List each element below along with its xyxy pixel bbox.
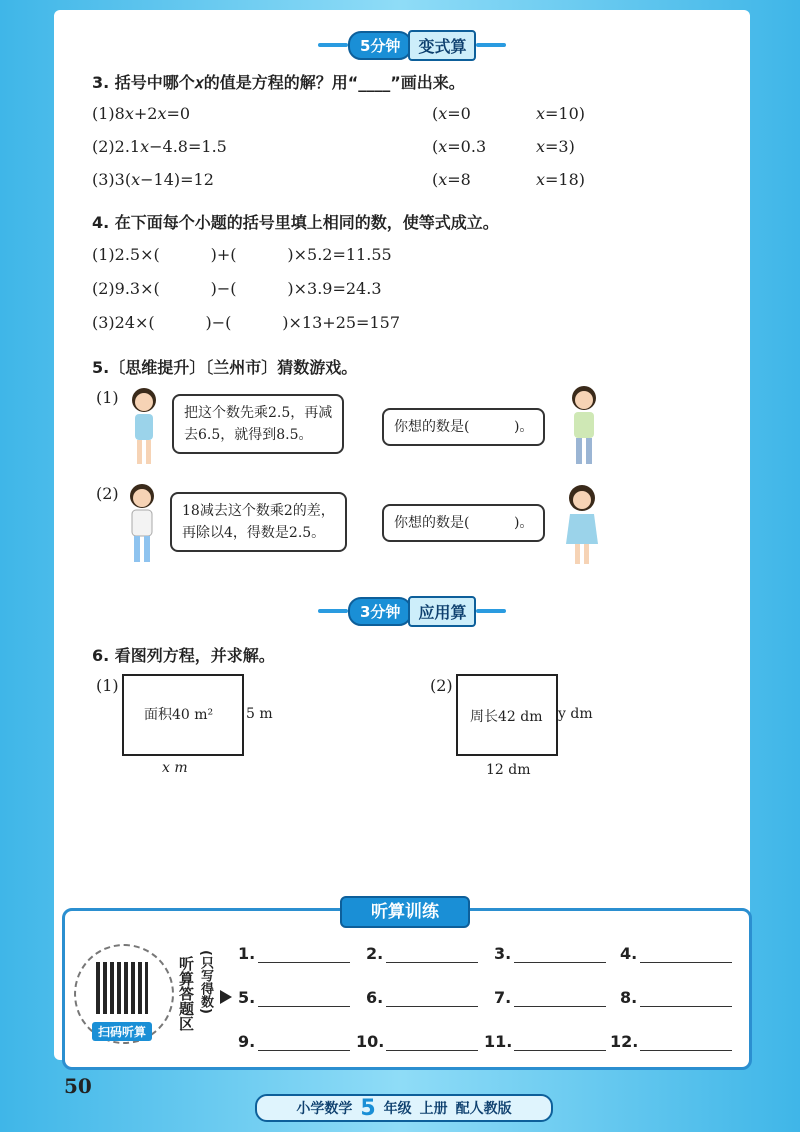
figure-2-bottom: 12 dm xyxy=(486,762,531,778)
answer-label: 7. xyxy=(494,988,512,1007)
answer-label: 11. xyxy=(484,1032,513,1051)
answer-label: 6. xyxy=(366,988,384,1007)
q3-eq-3: (3)3(𝑥−14)=12 xyxy=(92,170,214,189)
footer-book-info xyxy=(255,1094,553,1122)
answer-blank[interactable] xyxy=(386,988,478,1007)
girl-illustration xyxy=(122,384,168,470)
q3-opt-1a[interactable]: (𝑥=0 xyxy=(432,104,471,123)
section-title: 变式算 xyxy=(408,30,476,61)
answer-blank[interactable] xyxy=(514,988,606,1007)
figure-1-side: 5 m xyxy=(246,706,273,722)
play-arrow-icon xyxy=(220,990,232,1004)
answer-vertical-note: (只写得数) xyxy=(198,950,213,1014)
figure-2-side: y dm xyxy=(558,706,593,722)
q6-label-1: (1) xyxy=(96,676,119,695)
answer-blank[interactable] xyxy=(640,944,732,963)
section-minutes: 3分钟 xyxy=(348,597,412,626)
boy-illustration xyxy=(120,480,166,566)
boy-illustration xyxy=(562,382,608,470)
q3-opt-1b[interactable]: 𝑥=10) xyxy=(536,104,586,123)
answer-label: 9. xyxy=(238,1032,256,1051)
speech-bubble-1 xyxy=(172,394,344,454)
qr-label: 扫码听算 xyxy=(92,1022,152,1041)
answer-vertical-label: 听算答题区 xyxy=(177,956,195,1031)
footer-edition: 配人教版 xyxy=(455,1101,512,1117)
section-banner-applied xyxy=(318,598,506,624)
answer-blank[interactable] xyxy=(258,988,350,1007)
q3-eq-1: (1)8𝑥+2𝑥=0 xyxy=(92,104,191,123)
figure-2-perimeter: 周长42 dm xyxy=(470,709,543,725)
section-minutes: 5分钟 xyxy=(348,31,412,60)
answer-label: 2. xyxy=(366,944,384,963)
q5-label-2: (2) xyxy=(96,484,119,503)
reply-bubble-1[interactable]: 你想的数是( )。 xyxy=(382,408,545,446)
footer-grade-number: 5 xyxy=(360,1095,376,1121)
q4-row-2[interactable]: (2)9.3×( )−( )×3.9=24.3 xyxy=(92,279,382,298)
q3-eq-2: (2)2.1𝑥−4.8=1.5 xyxy=(92,137,227,156)
q4-row-3[interactable]: (3)24×( )−( )×13+25=157 xyxy=(92,313,400,332)
section-title: 应用算 xyxy=(408,596,476,627)
girl-illustration xyxy=(560,482,606,568)
answer-blank[interactable] xyxy=(514,1032,606,1051)
q5-title: 5.〔思维提升〕〔兰州市〕猜数游戏。 xyxy=(92,358,358,377)
q3-opt-2b[interactable]: 𝑥=3) xyxy=(536,137,575,156)
answer-blank[interactable] xyxy=(514,944,606,963)
speech-bubble-2 xyxy=(170,492,347,552)
footer-volume: 上册 xyxy=(419,1101,448,1117)
answer-label: 8. xyxy=(620,988,638,1007)
answer-label: 5. xyxy=(238,988,256,1007)
reply-bubble-2[interactable]: 你想的数是( )。 xyxy=(382,504,545,542)
q6-label-2: (2) xyxy=(430,676,453,695)
q3-title: 3. 括号中哪个𝑥的值是方程的解？用“____”画出来。 xyxy=(92,73,465,92)
answer-label: 4. xyxy=(620,944,638,963)
q6-title: 6. 看图列方程，并求解。 xyxy=(92,646,275,665)
figure-1-area: 面积40 m² xyxy=(144,707,214,723)
qr-code-icon[interactable] xyxy=(96,962,148,1014)
answer-label: 12. xyxy=(610,1032,639,1051)
bubble-1-line-2: 去6.5，就得到8.5。 xyxy=(184,427,313,443)
answer-label: 1. xyxy=(238,944,256,963)
answer-blank[interactable] xyxy=(386,1032,478,1051)
answer-label: 10. xyxy=(356,1032,385,1051)
section-banner-variant xyxy=(318,32,506,58)
q4-title: 4. 在下面每个小题的括号里填上相同的数，使等式成立。 xyxy=(92,213,499,232)
answer-area-title: 听算训练 xyxy=(340,896,470,928)
bubble-1-line-1: 把这个数先乘2.5，再减 xyxy=(184,405,333,421)
answer-label: 3. xyxy=(494,944,512,963)
answer-blank[interactable] xyxy=(258,1032,350,1051)
page-number: 50 xyxy=(64,1074,92,1098)
footer-subject: 小学数学 xyxy=(296,1101,353,1117)
footer-grade-word: 年级 xyxy=(383,1101,412,1117)
bubble-2-line-1: 18减去这个数乘2的差， xyxy=(182,503,335,519)
q3-opt-3b[interactable]: 𝑥=18) xyxy=(536,170,586,189)
figure-1-bottom: x m xyxy=(162,760,188,776)
answer-blank[interactable] xyxy=(640,988,732,1007)
answer-blank[interactable] xyxy=(258,944,350,963)
q4-row-1[interactable]: (1)2.5×( )+( )×5.2=11.55 xyxy=(92,245,392,264)
q3-opt-3a[interactable]: (𝑥=8 xyxy=(432,170,471,189)
answer-blank[interactable] xyxy=(386,944,478,963)
q3-opt-2a[interactable]: (𝑥=0.3 xyxy=(432,137,487,156)
q5-label-1: (1) xyxy=(96,388,119,407)
answer-blank[interactable] xyxy=(640,1032,732,1051)
bubble-2-line-2: 再除以4，得数是2.5。 xyxy=(182,525,326,541)
